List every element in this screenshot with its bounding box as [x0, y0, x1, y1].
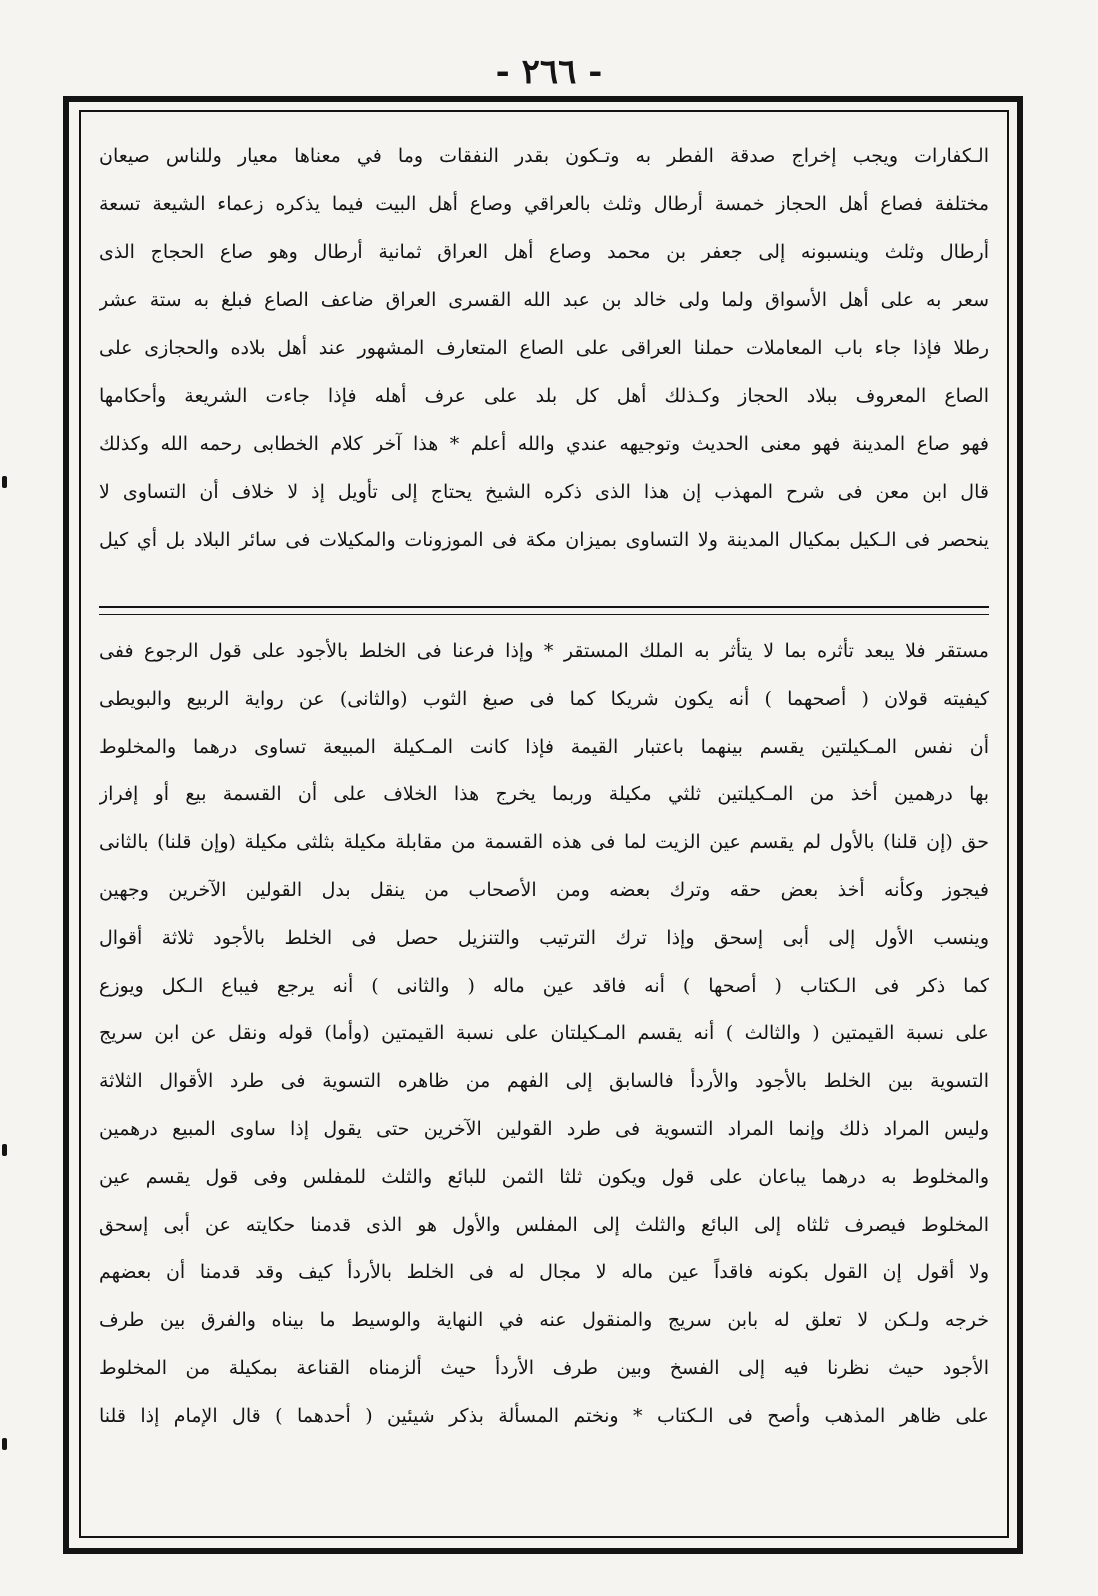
section-divider-thin	[99, 614, 989, 615]
upper-text-block	[99, 132, 989, 594]
lower-text-line: فيجوز وكأنه أخذ بعض حقه وترك بعضه ومن الأصحاب من ينقل بدل القولين الآخرين وجهين	[99, 878, 989, 901]
lower-text-line: مستقر فلا يبعد تأثره بما لا يتأثر به الملك المستقر * وإذا فرعنا فى الخلط بالأجود على قول الرجوع ففى	[99, 640, 989, 662]
upper-text-line: رطلا فإذا جاء باب المعاملات حملنا العراقى على الصاع المتعارف المشهور عند أهل بلاده والحجازى على	[99, 337, 989, 359]
upper-text-line: ينحصر فى الـكيل بمكيال المدينة ولا التساوى بميزان مكة فى الموزونات والمكيلات فى سائر البلاد بل أي كيل	[99, 529, 989, 551]
text-frame	[63, 96, 1023, 1554]
lower-text-line: خرجه ولـكن لا تعلق له بابن سريج والمنقول عنه في النهاية والوسيط ما بيناه والفرق بين طرف	[99, 1309, 989, 1332]
upper-text-line: فهو صاع المدينة فهو معنى الحديث وتوجيهه عندي والله أعلم * هذا آخر كلام الخطابى رحمه الله وكذلك	[99, 433, 989, 455]
upper-text-line: الصاع المعروف ببلاد الحجاز وكـذلك أهل كل بلد على عرف أهله فإذا جاءت الشريعة وأحكامها	[99, 385, 989, 407]
lower-text-line: والمخلوط به درهما يباعان على قول ويكون ثلثا الثمن للبائع والثلث للمفلس وفى قول يقسم عين	[99, 1165, 989, 1188]
upper-text-line: الـكفارات ويجب إخراج صدقة الفطر به وتـكون بقدر النفقات وما في معناها معيار وللناس صيعان	[99, 145, 989, 167]
lower-text-line: حق (إن قلنا) بالأول لم يقسم عين الزيت لما فى هذه القسمة من مقابلة مكيلة بثلثى مكيلة (وإن قلنا) بالثانى	[99, 831, 989, 854]
upper-text-line: أرطال وثلث وينسبونه إلى جعفر بن محمد وصاع أهل العراق ثمانية أرطال وهو صاع الحجاج الذى	[99, 241, 989, 263]
binding-hole-mark	[2, 476, 7, 488]
lower-text-block	[99, 628, 989, 1538]
upper-text-line: سعر به على أهل الأسواق ولما ولى خالد بن عبد الله القسرى العراق ضاعف الصاع فبلغ به ستة عشر	[99, 289, 989, 311]
lower-text-line: المخلوط فيصرف ثلثاه إلى البائع والثلث إلى المفلس والأول هو الذى قدمنا حكايته عن أبى إسحق	[99, 1213, 989, 1236]
section-divider	[99, 606, 989, 608]
lower-text-line: على ظاهر المذهب وأصح فى الـكتاب * ونختم المسألة بذكر شيئين ( أحدهما ) قال الإمام إذا قلنا	[99, 1404, 989, 1427]
binding-hole-mark	[2, 1144, 7, 1156]
text-frame-inner-border	[79, 110, 1009, 1538]
lower-text-line: الأجود حيث نظرنا فيه إلى الفسخ وبين طرف الأردأ حيث ألزمناه القناعة بمكيلة من المخلوط	[99, 1356, 989, 1379]
lower-text-line: على نسبة القيمتين ( والثالث ) أنه يقسم المـكيلتان على نسبة القيمتين (وأما) قوله ونقل عن ابن سريج	[99, 1022, 989, 1045]
lower-text-line: أن نفس المـكيلتين يقسم بينهما باعتبار القيمة فإذا كانت المـكيلة المبيعة تساوى درهما والمخلوط	[99, 735, 989, 758]
lower-text-line: التسوية بين الخلط بالأجود والأردأ فالسابق إلى الفهم من ظاهره التسوية فى طرد الأقوال الثلاثة	[99, 1070, 989, 1093]
lower-text-line: بها درهمين أخذ من المـكيلتين ثلثي مكيلة وربما يخرج هذا الخلاف على أن القسمة بيع أو إفراز	[99, 783, 989, 806]
lower-text-line: ولا أقول إن القول بكونه فاقداً عين ماله لا مجال له فى الخلط بالأردأ كيف وقد قدمنا أن بعضهم	[99, 1261, 989, 1284]
page-number: - ٢٦٦ -	[495, 52, 603, 92]
lower-text-line: كما ذكر فى الـكتاب ( أصحها ) أنه فاقد عين ماله ( والثانى ) أنه يرجع فيباع الـكل ويوزع	[99, 974, 989, 997]
lower-text-line: وينسب الأول إلى أبى إسحق وإذا ترك الترتيب والتنزيل حصل فى الخلط بالأجود ثلاثة أقوال	[99, 926, 989, 949]
upper-text-line: قال ابن معن فى شرح المهذب إن هذا الذى ذكره الشيخ يحتاج إلى تأويل إذ لا خلاف أن التساوى لا	[99, 481, 989, 503]
lower-text-line: وليس المراد ذلك وإنما المراد التسوية فى طرد القولين الآخرين حتى يقول إذا ساوى المبيع درهمين	[99, 1117, 989, 1140]
binding-hole-mark	[2, 1438, 7, 1450]
upper-text-line: مختلفة فصاع أهل الحجاز خمسة أرطال وثلث بالعراقي وصاع أهل البيت فيما يذكره زعماء الشيعة تسعة	[99, 193, 989, 215]
lower-text-line: كيفيته قولان ( أصحهما ) أنه يكون شريكا كما فى صبغ الثوب (والثانى) عن رواية الربيع والبويطى	[99, 687, 989, 710]
